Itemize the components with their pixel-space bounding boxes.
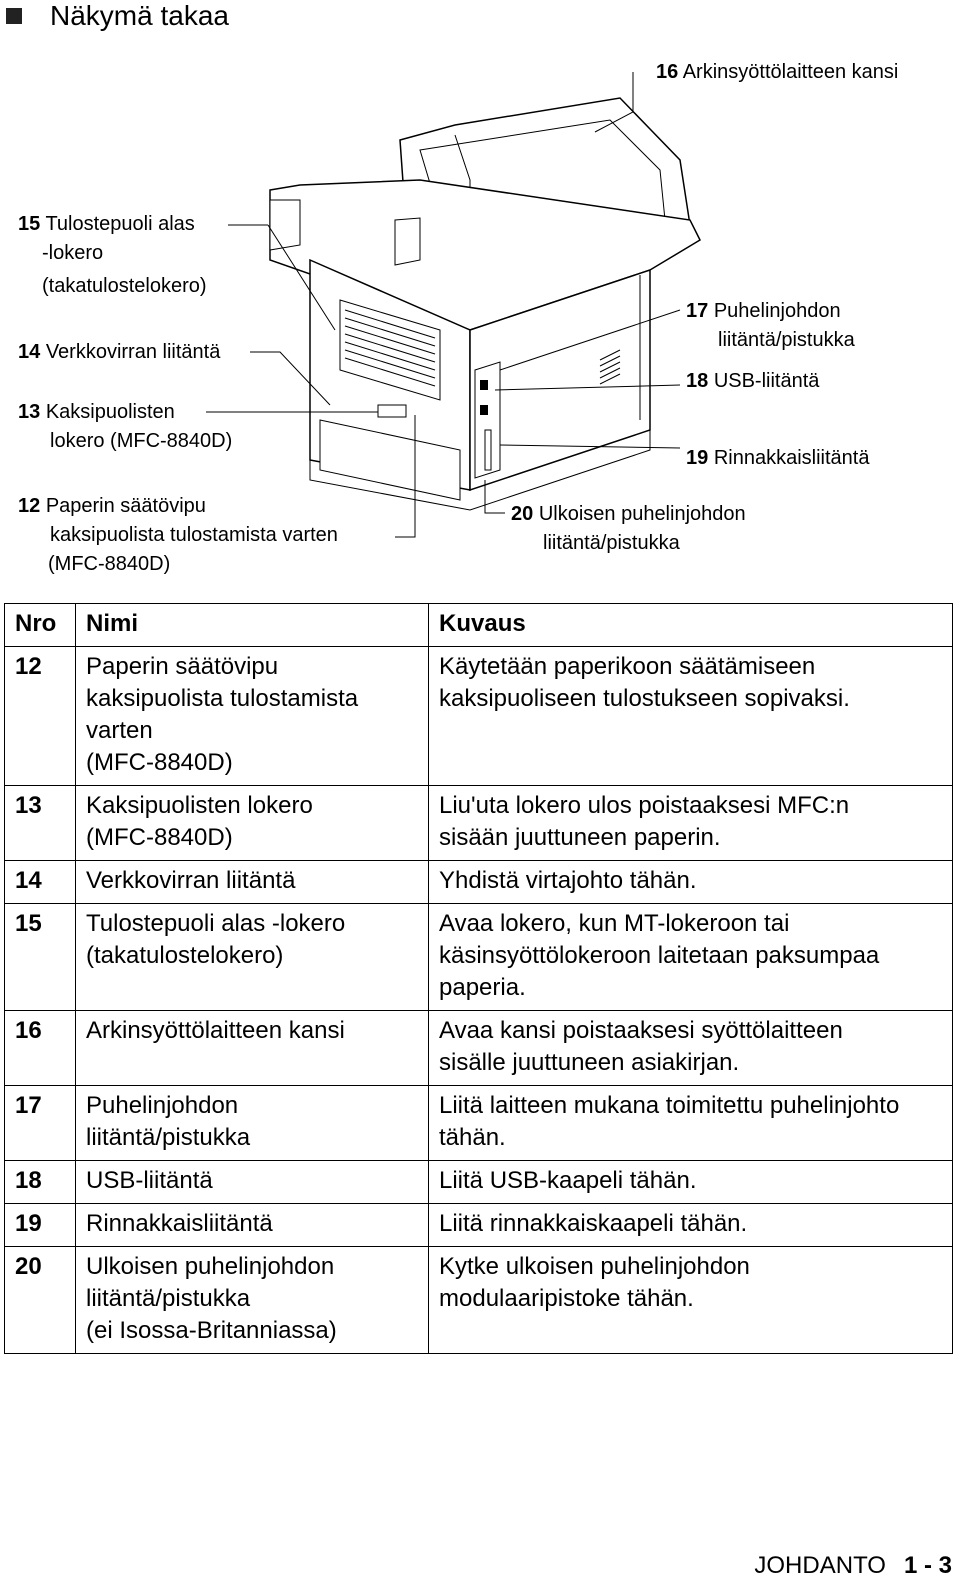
- cell-no: 13: [5, 786, 76, 861]
- callout-12: 12 Paperin säätövipu kaksipuolista tulostamista varten (MFC-8840D): [18, 495, 338, 575]
- cell-name-line: Rinnakkaisliitäntä: [86, 1210, 273, 1237]
- table-row: [5, 1161, 953, 1204]
- table-row: [5, 1247, 953, 1354]
- callout-20: 20 Ulkoisen puhelinjohdon liitäntä/pistukka: [511, 503, 746, 554]
- cell-name: [76, 1247, 429, 1354]
- chapter-label: JOHDANTO: [754, 1552, 886, 1579]
- page-footer: [754, 1552, 952, 1580]
- cell-name: [76, 1011, 429, 1086]
- table-header-row: [5, 604, 953, 647]
- cell-desc-line: sisään juuttuneen paperin.: [439, 824, 721, 851]
- cell-desc: [429, 1204, 953, 1247]
- cell-desc: [429, 1011, 953, 1086]
- cell-name-line: Tulostepuoli alas -lokero: [86, 910, 346, 937]
- cell-name: [76, 1086, 429, 1161]
- table-row: [5, 861, 953, 904]
- header-no: Nro: [5, 604, 76, 647]
- cell-desc-line: sisälle juuttuneen asiakirjan.: [439, 1049, 740, 1076]
- cell-desc-line: tähän.: [439, 1124, 506, 1151]
- callout-17: 17 Puhelinjohdon liitäntä/pistukka: [686, 300, 855, 351]
- cell-desc: [429, 1086, 953, 1161]
- cell-name-line: Verkkovirran liitäntä: [86, 867, 296, 894]
- rear-view-figure: [0, 40, 960, 600]
- callout-15: 15 Tulostepuoli alas -lokero (takatulostelokero): [18, 213, 207, 297]
- callout-16: 16 Arkinsyöttölaitteen kansi: [656, 61, 899, 83]
- cell-name: [76, 1204, 429, 1247]
- table-row: [5, 904, 953, 1011]
- table-body: [5, 647, 953, 1354]
- callout-19: 19 Rinnakkaisliitäntä: [686, 447, 870, 469]
- cell-desc-line: paperia.: [439, 974, 526, 1001]
- cell-name-line: Arkinsyöttölaitteen kansi: [86, 1017, 345, 1044]
- cell-name-line: liitäntä/pistukka: [86, 1285, 251, 1312]
- section-heading: [6, 0, 229, 32]
- cell-name: [76, 904, 429, 1011]
- cell-desc: [429, 861, 953, 904]
- cell-name-line: (ei Isossa-Britanniassa): [86, 1317, 337, 1344]
- cell-no: 15: [5, 904, 76, 1011]
- cell-no: 17: [5, 1086, 76, 1161]
- cell-desc-line: Liitä rinnakkaiskaapeli tähän.: [439, 1210, 748, 1237]
- cell-desc-line: Käytetään paperikoon säätämiseen: [439, 653, 816, 680]
- cell-name-line: liitäntä/pistukka: [86, 1124, 251, 1151]
- cell-desc: [429, 647, 953, 786]
- cell-no: 20: [5, 1247, 76, 1354]
- header-name: Nimi: [76, 604, 429, 647]
- cell-desc-line: kaksipuoliseen tulostukseen sopivaksi.: [439, 685, 850, 712]
- cell-no: 18: [5, 1161, 76, 1204]
- cell-no: 19: [5, 1204, 76, 1247]
- cell-desc-line: Liitä laitteen mukana toimitettu puhelinjohto: [439, 1092, 900, 1119]
- parts-table: [4, 603, 953, 1354]
- cell-desc-line: Avaa kansi poistaaksesi syöttölaitteen: [439, 1017, 843, 1044]
- cell-name: [76, 647, 429, 786]
- cell-desc: [429, 1247, 953, 1354]
- cell-desc-line: käsinsyöttölokeroon laitetaan paksumpaa: [439, 942, 880, 969]
- callout-13: 13 Kaksipuolisten lokero (MFC-8840D): [18, 401, 233, 452]
- cell-no: 16: [5, 1011, 76, 1086]
- cell-desc-line: modulaaripistoke tähän.: [439, 1285, 694, 1312]
- cell-name-line: USB-liitäntä: [86, 1167, 213, 1194]
- header-desc: Kuvaus: [429, 604, 953, 647]
- cell-no: 14: [5, 861, 76, 904]
- cell-name: [76, 786, 429, 861]
- table-row: [5, 1086, 953, 1161]
- cell-name-line: Paperin säätövipu: [86, 653, 279, 680]
- table-row: [5, 1011, 953, 1086]
- cell-desc-line: Yhdistä virtajohto tähän.: [439, 867, 697, 894]
- cell-name: [76, 861, 429, 904]
- cell-name-line: Ulkoisen puhelinjohdon: [86, 1253, 335, 1280]
- callout-18: 18 USB-liitäntä: [686, 370, 820, 392]
- cell-name-line: varten: [86, 717, 153, 744]
- cell-desc-line: Kytke ulkoisen puhelinjohdon: [439, 1253, 750, 1280]
- cell-desc: [429, 904, 953, 1011]
- cell-name-line: (takatulostelokero): [86, 942, 284, 969]
- cell-desc: [429, 786, 953, 861]
- section-title: Näkymä takaa: [50, 0, 229, 31]
- cell-name: [76, 1161, 429, 1204]
- cell-desc-line: Liitä USB-kaapeli tähän.: [439, 1167, 697, 1194]
- square-bullet-icon: [6, 8, 22, 24]
- table-row: [5, 1204, 953, 1247]
- cell-name-line: Puhelinjohdon: [86, 1092, 239, 1119]
- cell-no: 12: [5, 647, 76, 786]
- cell-desc-line: Liu'uta lokero ulos poistaaksesi MFC:n: [439, 792, 850, 819]
- cell-name-line: (MFC-8840D): [86, 749, 233, 776]
- cell-desc-line: Avaa lokero, kun MT-lokeroon tai: [439, 910, 790, 937]
- cell-desc: [429, 1161, 953, 1204]
- page-number: 1 - 3: [903, 1552, 952, 1579]
- cell-name-line: Kaksipuolisten lokero: [86, 792, 313, 819]
- table-row: [5, 647, 953, 786]
- cell-name-line: (MFC-8840D): [86, 824, 233, 851]
- cell-name-line: kaksipuolista tulostamista: [86, 685, 359, 712]
- callout-14: 14 Verkkovirran liitäntä: [18, 341, 221, 363]
- table-row: [5, 786, 953, 861]
